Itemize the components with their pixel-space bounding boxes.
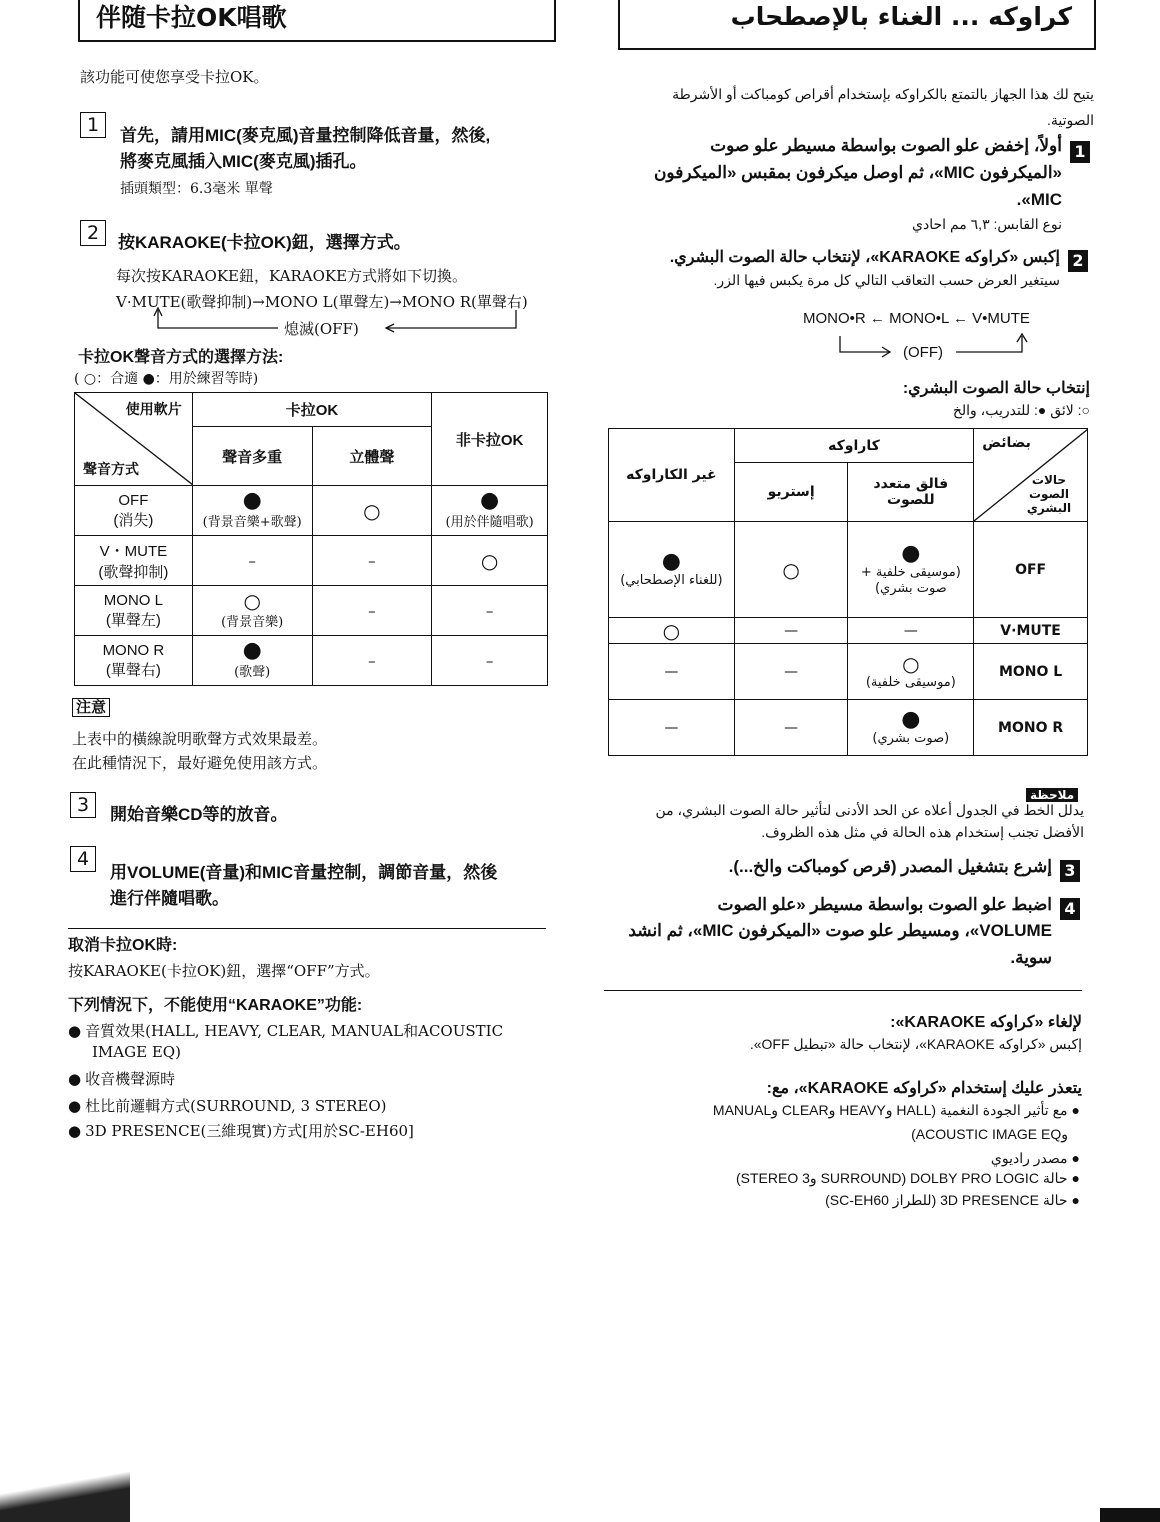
table-row: — — ● (صوت بشري) MONO R	[609, 700, 1088, 756]
table-row: — — ○ (موسيقى خلفية) MONO L	[609, 644, 1088, 700]
ar-step2-line1: إكبس «كراوكه KARAOKE»، لإنتخاب حالة الصوت البشري.	[669, 249, 1060, 266]
cn-step4-number: 4	[70, 846, 96, 872]
cn-note2: 在此種情況下，最好避免使用該方式。	[72, 754, 328, 772]
ar-corner-bottom: حالات الصوت البشري	[1026, 473, 1072, 515]
cn-step1-number: 1	[80, 112, 106, 138]
list-item: ● 杜比前邏輯方式(SURROUND, 3 STEREO)	[68, 1095, 386, 1116]
ar-step2-sub: سيتغير العرض حسب التعاقب التالي كل مرة يكبس فيها الزر.	[713, 272, 1060, 288]
cn-title-box	[78, 0, 556, 42]
list-item: ● 收音機聲源時	[68, 1068, 175, 1089]
table-row: V・MUTE (歌聲抑制) – – ○	[75, 536, 548, 586]
table-row: MONO L (單聲左) ○ (背景音樂) – –	[75, 586, 548, 636]
cn-step2-sub1: 每次按KARAOKE鈕，KARAOKE方式將如下切換。	[116, 267, 468, 285]
list-item: ● مع تأثير الجودة النغمية (HALL وHEAVY وCLEAR وMANUAL	[620, 1102, 1080, 1119]
ar-note-label: ملاحظة	[1026, 788, 1078, 802]
ar-legend: ○: لائق ●: للتدريب، والخ	[952, 402, 1090, 418]
cn-group-header: 卡拉OK	[192, 393, 431, 427]
ar-cancel-text: إكبس «كراوكه KARAOKE»، لإنتخاب حالة «تبطيل OFF».	[749, 1036, 1082, 1052]
list-item-cont: وACOUSTIC IMAGE EQ)	[911, 1126, 1068, 1142]
cn-page-title: 伴随卡拉OK唱歌	[96, 3, 287, 32]
table-row: ● (للغناء الإصطحابي) ○ ● (موسيقى خلفية + صوت بشري) OFF	[609, 522, 1088, 618]
ar-step4-line3: سوية.	[1010, 948, 1052, 967]
ar-step4-number: 4	[1060, 898, 1080, 920]
ar-step3-number: 3	[1060, 860, 1080, 882]
cn-step4-line2: 進行伴隨唱歌。	[110, 889, 229, 908]
cn-legend: ( ○：合適 ●：用於練習等時)	[74, 371, 259, 387]
cn-step1-sub: 插頭類型：6.3毫米 單聲	[120, 181, 273, 197]
cn-step3-line1: 開始音樂CD等的放音。	[110, 805, 288, 824]
ar-step3-line1: إشرع بتشغيل المصدر (قرص كومباكت والخ...).	[728, 857, 1052, 876]
ar-note1: يدلل الخط في الجدول أعلاه عن الحد الأدنى لتأثير حالة الصوت البشري، من	[655, 802, 1084, 818]
cn-karaoke-table	[74, 392, 548, 686]
ar-divider	[604, 990, 1082, 991]
ar-group-header: كاراوكه	[734, 429, 973, 463]
ar-step1-sub: نوع القابس: ٦,٣ مم احادي	[912, 216, 1062, 232]
ar-step2-number: 2	[1068, 250, 1088, 272]
cn-note-label: 注意	[72, 698, 110, 717]
ar-table-corner	[974, 429, 1088, 522]
cn-col3-header: 非卡拉OK	[432, 393, 548, 486]
ar-step4-line1: اضبط علو الصوت بواسطة مسيطر «علو الصوت	[717, 895, 1052, 914]
cn-step1-line2: 將麥克風插入MIC(麥克風)插孔。	[120, 152, 367, 171]
cn-cannot-title: 下列情況下，不能使用“KARAOKE”功能:	[68, 997, 363, 1014]
scan-shadow-right	[1100, 1508, 1160, 1522]
ar-cancel-title: لإلغاء «كراوكه KARAOKE»:	[890, 1014, 1082, 1031]
ar-step4-line2: VOLUME»، ومسيطر علو صوت «الميكرفون MIC»، ثم انشد	[628, 921, 1052, 940]
ar-karaoke-table	[608, 428, 1088, 756]
table-row: OFF (消失) ● (背景音樂+歌聲) ○ ● (用於伴隨唱歌)	[75, 486, 548, 536]
cn-cancel-text: 按KARAOKE(卡拉OK)鈕，選擇“OFF”方式。	[68, 962, 380, 980]
cn-intro: 該功能可使您享受卡拉OK。	[80, 68, 269, 86]
table-row: MONO R (單聲右) ● (歌聲) – –	[75, 636, 548, 686]
ar-step1-number: 1	[1070, 141, 1090, 163]
ar-step1-line2: «الميكرفون MIC»، ثم اوصل ميكرفون بمقبس «الميكرفون	[653, 163, 1062, 182]
list-item: ● 音質效果(HALL, HEAVY, CLEAR, MANUAL和ACOUSTIC	[68, 1020, 503, 1041]
cn-divider	[68, 928, 546, 929]
list-item: ● 3D PRESENCE(三維現實)方式[用於SC-EH60]	[68, 1120, 414, 1141]
cn-step4-line1: 用VOLUME(音量)和MIC音量控制，調節音量，然後	[110, 863, 498, 882]
list-item: ● حالة DOLBY PRO LOGIC (SURROUND و3 STEREO)	[620, 1170, 1080, 1187]
cn-note1: 上表中的橫線說明歌聲方式效果最差。	[72, 730, 328, 748]
ar-step2-off: (OFF)	[903, 344, 943, 361]
list-item-cont: IMAGE EQ)	[92, 1043, 181, 1061]
ar-note2: الأفضل تجنب إستخدام هذه الحالة في مثل هذه الظروف.	[761, 824, 1084, 840]
cn-step1-line1: 首先，請用MIC(麥克風)音量控制降低音量，然後,	[120, 126, 491, 145]
cn-select-title: 卡拉OK聲音方式的選擇方法:	[78, 349, 284, 366]
ar-select-title: إنتخاب حالة الصوت البشري:	[902, 380, 1090, 397]
list-item: ● مصدر راديوي	[620, 1150, 1080, 1167]
ar-col1-header: فالق متعدد للصوت	[848, 463, 974, 522]
cn-corner-top: 使用軟片	[125, 401, 182, 417]
scan-shadow-left	[0, 1460, 130, 1522]
ar-step1-line3: MIC».	[1016, 190, 1062, 209]
cn-cancel-title: 取消卡拉OK時:	[68, 937, 178, 954]
ar-col3-header: غير الكاراوكه	[609, 429, 735, 522]
ar-intro1: يتيح لك هذا الجهاز بالتمتع بالكراوكه بإستخدام أقراص كومباكت أو الأشرطة	[672, 86, 1094, 102]
cn-step2-off: 熄滅(OFF)	[284, 320, 359, 338]
cn-step3-number: 3	[70, 792, 96, 818]
ar-page-title: كراوكه ... الغناء بالإصطحاب	[730, 2, 1072, 31]
cn-step2-number: 2	[80, 220, 106, 246]
ar-intro2: الصوتية.	[1046, 112, 1094, 128]
list-item: ● حالة 3D PRESENCE (للطراز SC-EH60)	[620, 1192, 1080, 1209]
ar-col2-header: إستريو	[734, 463, 848, 522]
table-row: ○ — — V·MUTE	[609, 618, 1088, 644]
cn-col2-header: 立體聲	[312, 427, 432, 486]
ar-step2-seq: MONO•R ← MONO•L ← V•MUTE	[803, 310, 1030, 327]
ar-cannot-title: يتعذر عليك إستخدام «كراوكه KARAOKE»، مع:	[766, 1080, 1082, 1097]
ar-title-box	[618, 0, 1096, 50]
cn-table-corner	[75, 393, 193, 486]
ar-corner-top: بضائض	[982, 435, 1031, 451]
cn-corner-bottom: 聲音方式	[83, 461, 139, 477]
cn-step2-sub2: V·MUTE(歌聲抑制)→MONO L(單聲左)→MONO R(單聲右)	[116, 293, 528, 311]
cn-col1-header: 聲音多重	[192, 427, 312, 486]
ar-step1-line1: أولاً، إخفض علو الصوت بواسطة مسيطر علو صوت	[710, 136, 1062, 155]
cn-step2-line1: 按KARAOKE(卡拉OK)鈕，選擇方式。	[118, 233, 411, 252]
